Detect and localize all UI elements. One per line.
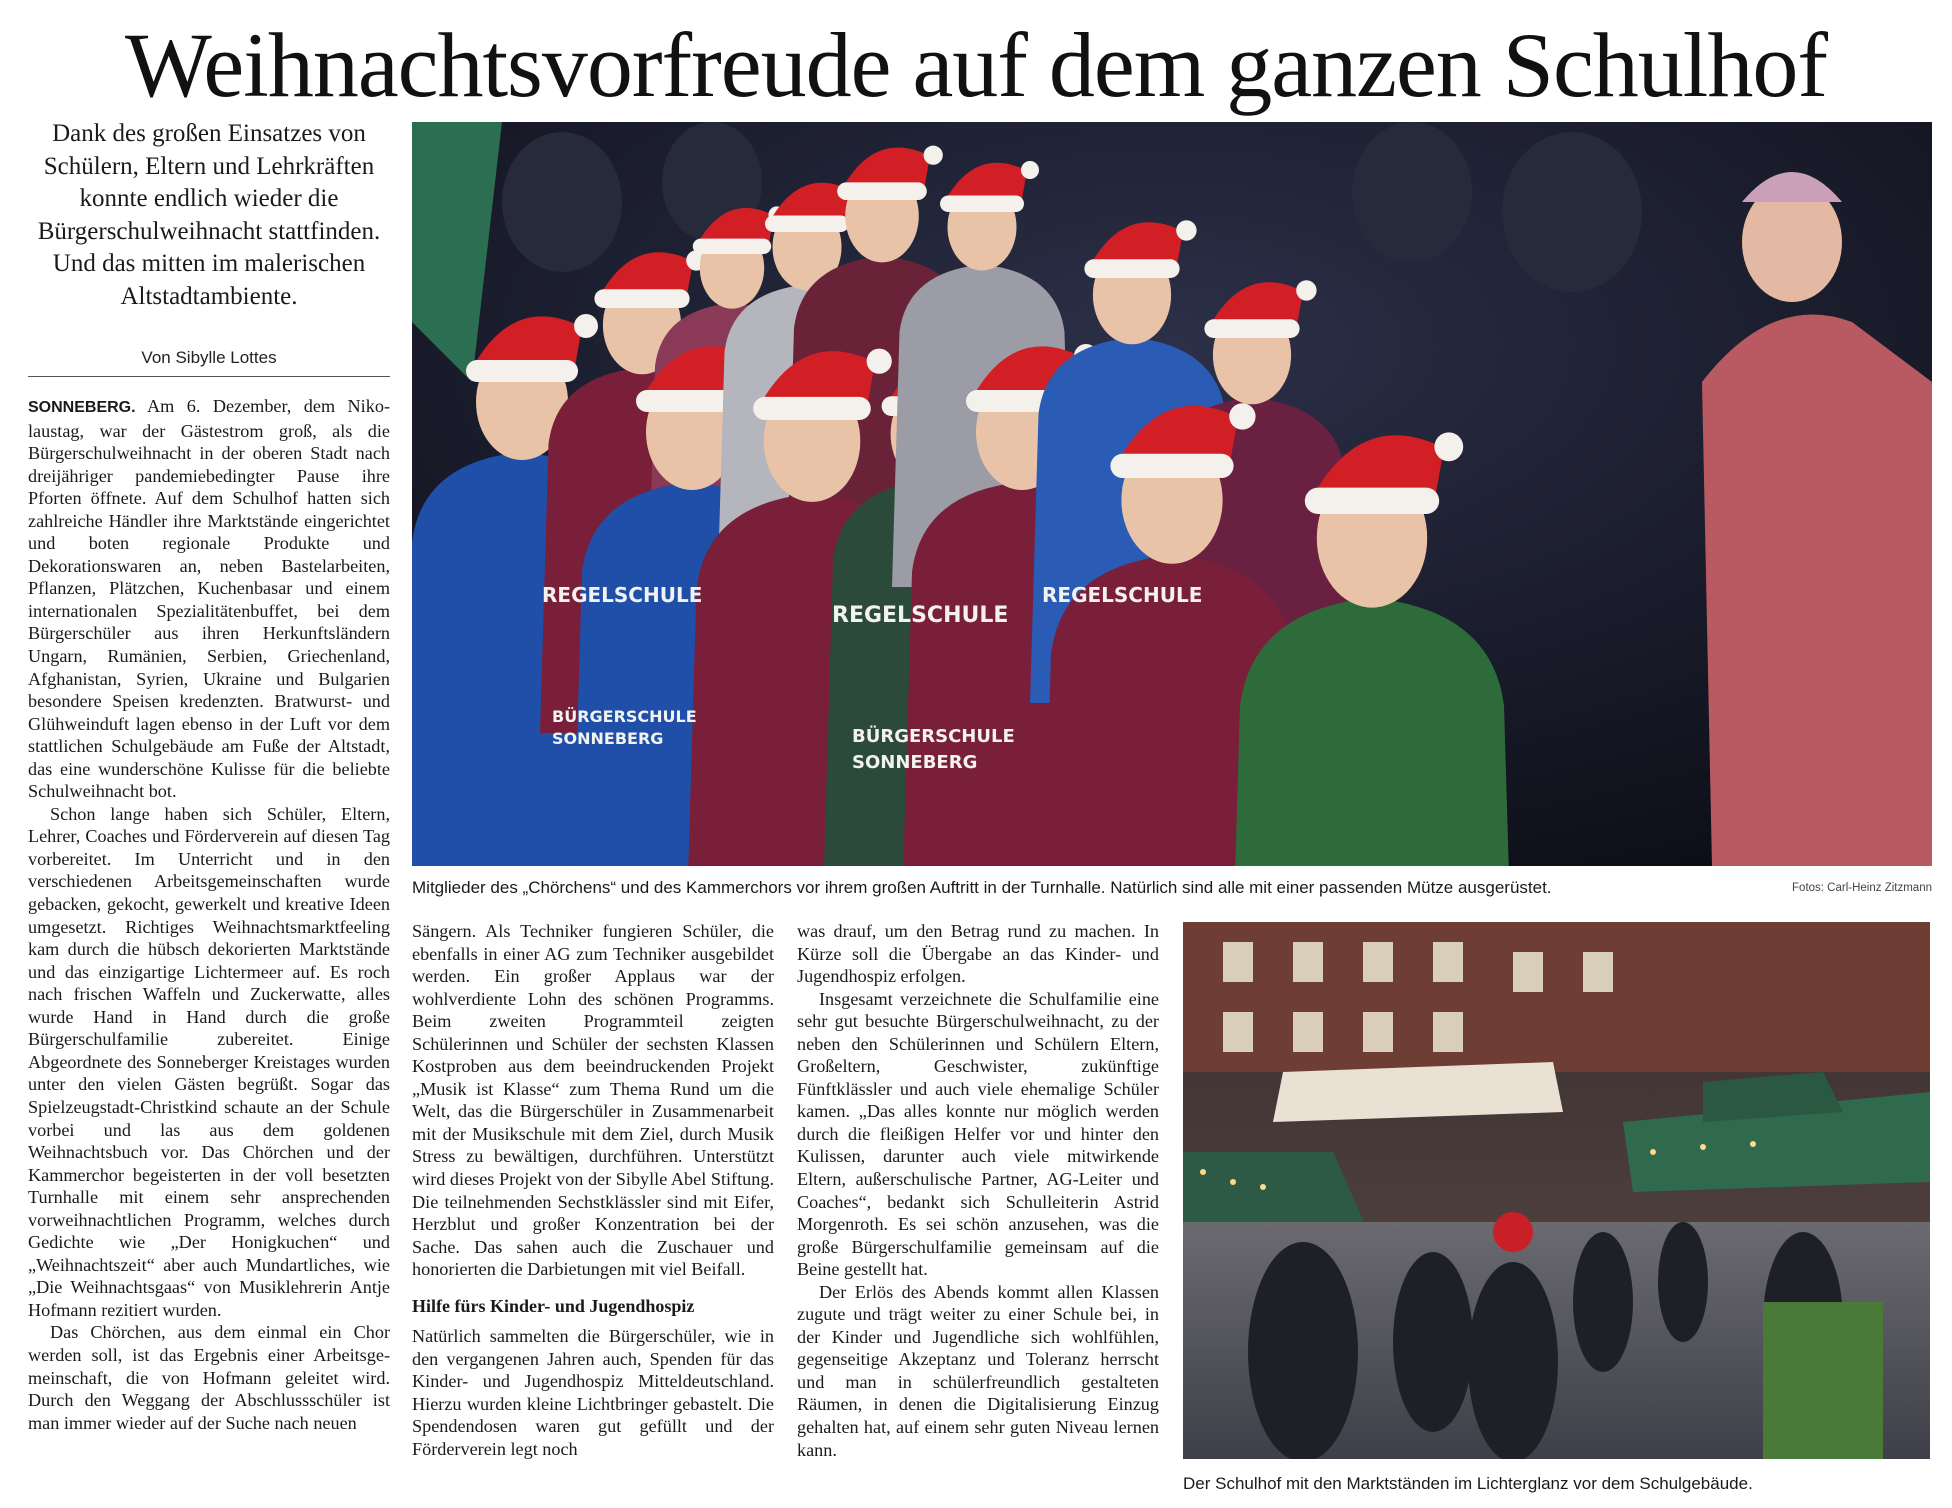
photo-credit: Fotos: Carl-Heinz Zitzmann <box>1792 882 1932 894</box>
divider <box>28 376 390 377</box>
schoolyard-photo-caption: Der Schulhof mit den Marktständen im Lichterglanz vor dem Schulgebäude. <box>1183 1474 1753 1493</box>
paragraph: was drauf, um den Betrag rund zu machen. In Kürze soll die Übergabe an das Kinder- und Jugendhospiz erfolgen. <box>797 921 1159 987</box>
svg-text:REGELSCHULE: REGELSCHULE <box>1042 583 1203 607</box>
subheading: Hilfe fürs Kinder- und Jugendhospiz <box>412 1295 695 1316</box>
byline: Von Sibylle Lottes <box>141 348 277 367</box>
svg-text:BÜRGERSCHULE: BÜRGERSCHULE <box>552 707 697 726</box>
article-column-1 <box>28 395 390 1434</box>
schoolyard-photo <box>1183 922 1930 1459</box>
main-photo-caption: Mitglieder des „Chörchens“ und des Kammerchors vor ihrem großen Auftritt in der Turnhalle. Natürlich sind alle mit einer passenden Mütze ausgerüstet. <box>412 878 1552 897</box>
paragraph: Natürlich sammelten die Bürgerschüler, wie in den vergangenen Jahren auch, Spenden für das Kinder- und Jugendhospiz Mitteldeutschland. Hierzu wurden kleine Lichtbringer gebastelt. Die Spendendosen waren gut gefüllt und der Förderverein legt noch <box>412 1326 774 1460</box>
headline: Weihnachtsvorfreude auf dem ganzen Schulhof <box>124 14 1828 116</box>
paragraph: Der Erlös des Abends kommt allen Klassen zugute und trägt weiter zu einer Schule bei, in der Kinder und Jugendliche sich wohlfühlen, gegenseitige Akzeptanz und Toleranz herrscht und man in schülerfreundlich gestalteten Räumen, in denen die Digitalisierung Einzug gehalten hat, auf einem sehr guten Niveau lernen kann. <box>797 1281 1159 1460</box>
paragraph-text: Am 6. Dezember, dem Nikolaustag, war der Gästestrom groß, als die Bürgerschulweihnacht in der oberen Stadt nach dreijähriger pandemiebedingter Pause ihre Pforten öffnete. Auf dem Schulhof hatten sich zahlreiche Händler ihre Marktstände eingerichtet und boten regionale Produkte und Dekorationswaren an, neben Bastelarbeiten, Pflanzen, Plätzchen, Kuchenbasar und einem internationalen Spezialitätenbuffet, bei dem Bürgerschüler aus ihren Herkunftsländern Ungarn, Rumänien, Serbien, Griechenland, Afghanistan, Syrien, Ukraine und Bulgarien besondere Speisen kredenzten. Bratwurst- und Glühweinduft lagen ebenso in der Luft vor dem stattlichen Schulgebäude am Fuße der Altstadt, das eine wunderschöne Kulisse für die beliebte Schulweihnacht bot. <box>28 396 390 802</box>
article-column-2 <box>412 920 774 1461</box>
svg-text:REGELSCHULE: REGELSCHULE <box>542 583 703 607</box>
svg-text:SONNEBERG: SONNEBERG <box>552 729 664 748</box>
svg-text:SONNEBERG: SONNEBERG <box>852 752 978 773</box>
paragraph: Schon lange haben sich Schüler, Eltern, Lehrer, Coaches und Förderverein auf diesen Tag vorbereitet. Im Unterricht und in den verschiedenen Arbeitsgemeinschaften wurde gebacken, gekocht, gewerkelt und kreative Ideen umgesetzt. Richtiges Weihnachtsmarktfeeling kam durch die hübsch dekorierten Marktstände und das einzigartige Lichtermeer auf. Es roch nach frischen Waffeln und Zuckerwatte, alles wurde Hand in Hand durch die große Bürgerschulfamilie zubereitet. Einige Abgeordnete des Sonneberger Kreistages wurden unter den vielen Gästen begrüßt. Sogar das Spielzeugstadt-Christkind schaute an der Schule vorbei und las aus dem goldenen Weihnachtsbuch vor. Das Chörchen und der Kammerchor begeisterten in der voll besetzten Turnhalle mit einem sehr ansprechenden vorweihnachtlichen Programm, welches durch Gedichte wie „Der Honigkuchen“ und „Weihnachtszeit“ aber auch Mundartliches, wie „Die Weihnachtsgaas“ von Musiklehrerin Antje Hofmann rezitiert wurden. <box>28 803 390 1320</box>
dateline: SONNEBERG. <box>28 399 136 416</box>
choir-photo <box>412 122 1932 866</box>
teaser: Dank des großen Einsatzes von Schülern, Eltern und Lehrkräften konnte endlich wieder die Bürgerschulweihnacht stattfinden. Und das mitten im malerischen Altstadtambiente. <box>37 120 381 310</box>
svg-text:BÜRGERSCHULE: BÜRGERSCHULE <box>852 726 1015 747</box>
article-column-3 <box>797 920 1159 1461</box>
paragraph: Insgesamt verzeichnete die Schulfamilie eine sehr gut besuchte Bürgerschulweihnacht, zu der neben den Schülerinnen und Schülern Eltern, Großeltern, Geschwister, zukünftige Fünftklässler und auch viele ehemalige Schüler kamen. „Das alles konnte nur möglich werden durch die fleißigen Helfer vor und hinter den Kulissen, darunter auch viele mitwirkende Eltern, außerschulische Partner, AG-Leiter und Coaches“, bedankt sich Schulleiterin Astrid Morgenroth. Es sei schön anzusehen, was die große Bürgerschulfamilie gemeinsam auf die Beine gestellt hat. <box>797 988 1159 1280</box>
paragraph <box>28 395 390 803</box>
paragraph: Das Chörchen, aus dem einmal ein Chor werden soll, ist das Ergebnis einer Arbeitsgemeinschaft, die von Hofmann geleitet wird. Durch den Weggang der Abschlussschüler ist man immer wieder auf der Suche nach neuen <box>28 1322 390 1433</box>
paragraph: Sängern. Als Techniker fungieren Schüler, die ebenfalls in einer AG zum Techniker ausgebildet werden. Ein großer Applaus war der wohlverdiente Lohn des schönen Programms. Beim zweiten Programmteil zeigten Schülerinnen und Schüler der sechsten Klassen Kostproben aus dem beeindruckenden Projekt „Musik ist Klasse“ zum Thema Rund um die Welt, das die Bürgerschüler in Zusammenarbeit mit der Musikschule mit dem Ziel, durch Musik Stress zu bewältigen, durchführen. Unterstützt wird dieses Projekt von der Sibylle Abel Stiftung. Die teilnehmenden Sechstklässler sind mit Eifer, Herzblut und großer Konzentration bei der Sache. Das sahen auch die Zuschauer und honorierten die Darbietungen mit viel Beifall. <box>412 921 774 1280</box>
svg-text:REGELSCHULE: REGELSCHULE <box>832 603 1009 628</box>
